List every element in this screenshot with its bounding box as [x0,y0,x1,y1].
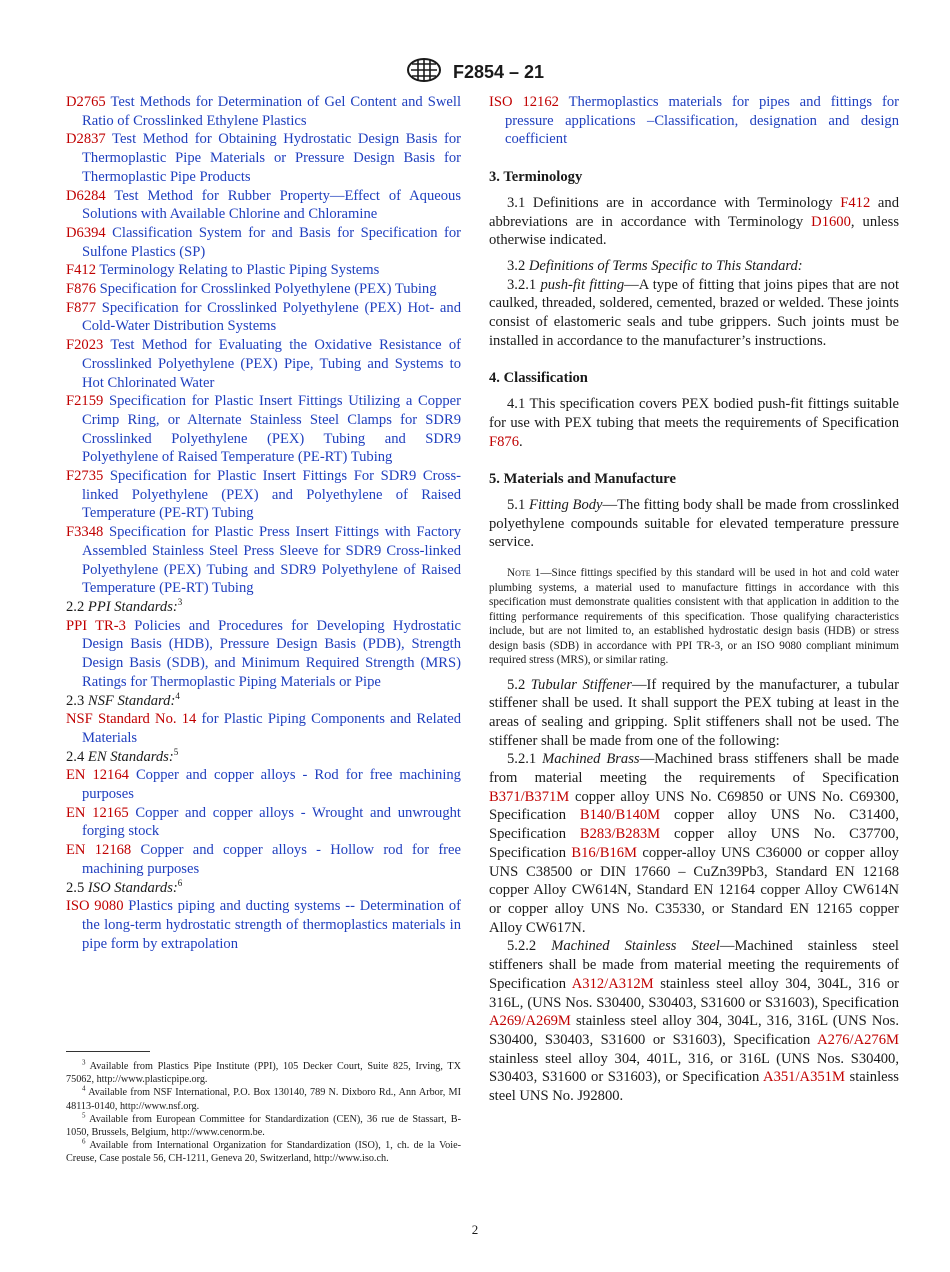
en-standards-heading: 2.4 EN Standards:$^5$ [66,746,179,765]
footnote-text: Available from Plastics Pipe Institute (PPI), 105 Decker Court, Suite 825, Irving, TX 75062, http://www.plasticpipe.org. [66,1061,461,1086]
reference-entry-d2837 [66,130,461,186]
reference-entry-d2765 [66,93,461,130]
reference-code-link[interactable]: F2023 [66,337,104,354]
reference-entry-ppi-tr-3 [66,617,461,692]
ref-link-b283[interactable]: B283/B283M [579,826,661,843]
ppi-standards-heading: 2.2 PPI Standards:$^3$ [66,597,183,615]
section-3-heading: 3. Terminology [489,169,583,186]
ref-link-f876[interactable]: F876 [489,433,520,450]
reference-code-link[interactable]: F877 [66,299,97,316]
reference-code-link[interactable]: ISO 9080 [66,898,124,915]
reference-title-link[interactable]: Copper and copper alloys - Hollow rod for free machining purposes [82,842,461,877]
reference-code-link[interactable]: F2735 [66,468,104,485]
reference-entry-iso-12162 [489,93,899,149]
footnote-divider [66,1051,150,1052]
reference-title-link[interactable]: Copper and copper alloys - Rod for free machining purposes [82,767,461,803]
reference-code-link[interactable]: F3348 [66,524,104,541]
page-number: 2 [471,1222,479,1237]
reference-title-link[interactable]: Plastics piping and ducting systems -- Determination of the long-term hydrostatic strength of thermoplastics materials in pipe form by extrapolation [82,898,461,952]
ref-link-f412[interactable]: F412 [840,194,871,211]
paragraph-4-1: 4.1 This specification covers PEX bodied push-fit fittings suitable for use with PEX tubing that meets the requirements of Specification F876. [489,396,899,450]
paragraph-3-2: 3.2 Definitions of Terms Specific to This Standard: [507,257,803,274]
reference-entry-en-12164 [66,766,461,803]
reference-entry-f3348 [66,523,461,598]
iso-reference-list [66,897,461,953]
reference-entry-d6284 [66,187,461,224]
reference-entry-d6394 [66,224,461,261]
footnote-marker: 6 [82,1137,86,1146]
ref-link-a269[interactable]: A269/A269M [489,1013,571,1030]
reference-title-link[interactable]: Policies and Procedures for Developing Hydrostatic Design Basis (HDB), Pressure Design Basis (PDB), Strength Design Basis (SDB), and Minimum Required Strength (MRS) Ratings for Thermoplastic Piping Materials or Pipe [82,617,461,690]
section-4-heading: 4. Classification [489,370,588,387]
iso-standards-heading: 2.5 ISO Standards:$^6$ [66,877,183,896]
left-column [66,93,461,953]
ref-link-b140[interactable]: B140/B140M [579,807,661,824]
reference-title-link[interactable]: Test Method for Obtaining Hydrostatic Design Basis for Thermoplastic Pipe Materials or Pressure Design Basis for Thermoplastic Pipe Products [82,131,461,185]
ref-link-d1600[interactable]: D1600 [811,213,851,230]
reference-title-link[interactable]: Specification for Crosslinked Polyethylene (PEX) Hot- and Cold-Water Distribution Systems [82,299,462,335]
reference-code-link[interactable]: D6284 [66,187,106,204]
astm-reference-list [66,93,461,598]
footnote-text: Available from International Organization for Standardization (ISO), 1, ch. de la Voie-Creuse, Case postale 56, CH-1211, Geneva 20, Switzerland, http://www.iso.ch. [66,1140,462,1165]
footnote-text: Available from NSF International, P.O. Box 130140, 789 N. Dixboro Rd., Ann Arbor, MI 48113-0140, http://www.nsf.org. [66,1087,462,1112]
reference-title-link[interactable]: Specification for Plastic Insert Fittings For SDR9 Cross-linked Polyethylene (PEX) and Polyethylene of Raised Temperature (PE-RT) Tubing [82,468,461,522]
reference-code-link[interactable]: D2837 [66,131,106,148]
reference-code-link[interactable]: PPI TR-3 [66,617,126,634]
section-5-heading: 5. Materials and Manufacture [489,471,676,488]
reference-entry-f876 [66,280,461,299]
footnote-list [66,1060,461,1166]
reference-title-link[interactable]: Specification for Crosslinked Polyethylene (PEX) Tubing [99,281,437,298]
reference-entry-f2159 [66,392,461,467]
reference-title-link[interactable]: Copper and copper alloys - Wrought and unwrought forging stock [82,804,461,840]
reference-code-link[interactable]: NSF Standard No. 14 [66,711,197,728]
paragraph-5-1: 5.1 Fitting Body—The fitting body shall be made from crosslinked polyethylene compounds suitable for elevated temperature pressure service. [489,496,899,551]
astm-logo-icon [406,57,442,88]
note-1: Note 1—Since fittings specified by this standard will be used in hot and cold water plumbing systems, a material used to manufacture fittings in accordance with this specification must demonstrate qualities consistent with that application in addition to the fitting performance requirements of this specification. Those qualifying characteristics include, but are not limited to, an established hydrostatic design basis (HDB) or stress design basis (SDB) in accordance with PPI TR-3, or an ISO 9080 compliant minimum required stress (MRS), or similar rating. [489,567,899,667]
right-column [489,93,899,1106]
iso-reference-list-continued [489,93,899,149]
reference-title-link[interactable]: Specification for Plastic Insert Fittings Utilizing a Copper Crimp Ring, or Alternate Stainless Steel Clamps for SDR9 Crosslinked Polyethylene (PEX) Tubing and SDR9 Polyethylene of Raised Temperature (PE-RT) Tubing [82,393,461,466]
reference-title-link[interactable]: Terminology Relating to Plastic Piping Systems [99,262,380,279]
reference-entry-nsf-standard-no-14 [66,710,461,747]
reference-code-link[interactable]: D2765 [66,94,106,110]
footnote-text: Available from European Committee for Standardization (CEN), 36 rue de Stassart, B-1050, Brussels, Belgium, http://www.cenorm.be. [66,1113,461,1139]
reference-entry-f2023 [66,336,461,392]
footnote-4 [66,1086,461,1112]
paragraph-3-1: 3.1 Definitions are in accordance with Terminology F412 and abbreviations are in accordance with Terminology D1600, unless otherwise indicated. [489,194,900,249]
paragraph-5-2-1: 5.2.1 Machined Brass—Machined brass stiffeners shall be made from material meeting the requirements of Specification B371/B371M copper alloy UNS No. C69850 or UNS No. C69300, Specification B140/B140M copper alloy UNS No. C31400, Specification B283/B283M copper alloy UNS No. C37700, Specification B16/B16M copper-alloy UNS C36000 or copper alloy UNS C38500 or DIN 17660 – CuZn39Pb3, Standard EN 12168 copper Alloy CW614N, Standard EN 12164 copper Alloy CW614N or copper alloy UNS No. C35330, or Standard EN 12165 copper Alloy CW617N. [489,751,899,936]
ref-link-a276[interactable]: A276/A276M [817,1031,899,1048]
reference-title-link[interactable]: Specification for Plastic Press Insert Fittings with Factory Assembled Stainless Steel Press Sleeve for SDR9 Cross-linked Polyethylene (PEX) Tubing and SDR9 Polyethylene of Raised Temperature (PE-RT) Tubing [82,524,461,597]
document-designation: F2854 – 21 [452,62,545,82]
ref-link-a351[interactable]: A351/A351M [763,1069,845,1086]
reference-code-link[interactable]: EN 12168 [66,842,132,859]
reference-entry-f2735 [66,467,461,523]
reference-title-link[interactable]: Test Methods for Determination of Gel Content and Swell Ratio of Crosslinked Ethylene Plastics [82,94,462,129]
footnote-6 [66,1139,461,1165]
paragraph-5-2: 5.2 Tubular Stiffener—If required by the manufacturer, a tubular stiffener shall be used. It shall support the PEX tubing at least in the areas of sealing and gripping. Split stiffeners shall not be used. The stiffener shall be made from one of the following: [489,676,899,749]
paragraph-5-2-2: 5.2.2 Machined Stainless Steel—Machined stainless steel stiffeners shall be made from material meeting the requirements of Specification A312/A312M stainless steel alloy 304, 304L, 316 or 316L, (UNS Nos. S30400, S30403, S31600 or S31603), Specification A269/A269M stainless steel alloy 304, 304L, 316, 316L (UNS Nos. S30400, S30403, S31600 or S31603), Specification A276/A276M stainless steel alloy 304, 401L, 316, or 316L (UNS Nos. S30400, S30403, S31600 or S31603), or Specification A351/A351M stainless steel UNS No. J92800. [489,938,899,1105]
reference-entry-en-12165 [66,804,461,841]
nsf-standard-heading: 2.3 NSF Standard:$^4$ [66,690,180,709]
en-reference-list [66,766,461,878]
reference-title-link[interactable]: for Plastic Piping Components and Related Materials [82,711,461,746]
page-header [0,57,950,88]
ref-link-a312[interactable]: A312/A312M [571,975,654,992]
footnote-marker: 4 [82,1085,86,1094]
ref-link-b371[interactable]: B371/B371M [489,788,570,805]
reference-entry-iso-9080 [66,897,461,953]
reference-code-link[interactable]: F412 [66,262,97,279]
reference-title-link[interactable]: Thermoplastics materials for pipes and fittings for pressure applications –Classification, designation and design coefficient [505,94,900,148]
reference-code-link[interactable]: F876 [66,281,97,298]
footnote-marker: 3 [82,1058,86,1067]
footnote-marker: 5 [82,1111,86,1120]
footnote-5 [66,1113,461,1139]
reference-code-link[interactable]: F2159 [66,393,104,410]
ref-link-b16[interactable]: B16/B16M [571,844,638,861]
ppi-reference-list [66,617,461,692]
footnote-3 [66,1060,461,1086]
reference-entry-en-12168 [66,841,461,878]
reference-entry-f412 [66,261,461,280]
nsf-reference-list [66,710,461,747]
reference-code-link[interactable]: ISO 12162 [489,94,559,110]
reference-code-link[interactable]: EN 12165 [66,804,129,821]
reference-title-link[interactable]: Test Method for Evaluating the Oxidative Resistance of Crosslinked Polyethylene (PEX) Pipe, Tubing and Systems to Hot Chlorinated Water [82,337,461,391]
reference-title-link[interactable]: Classification System for and Basis for Specification for Sulfone Plastics (SP) [82,224,461,260]
paragraph-3-2-1: 3.2.1 push-fit fitting—A type of fitting that joins pipes that are not caulked, threaded, soldered, cemented, brazed or welded. These joints consist of elastomeric seals and tube grippers. Such joints must be installed in accordance to the manufacturer’s instructions. [489,276,899,349]
reference-code-link[interactable]: EN 12164 [66,767,129,784]
reference-title-link[interactable]: Test Method for Rubber Property—Effect of Aqueous Solutions with Available Chlorine and Chloramine [82,187,462,223]
reference-entry-f877 [66,299,461,336]
reference-code-link[interactable]: D6394 [66,224,106,241]
